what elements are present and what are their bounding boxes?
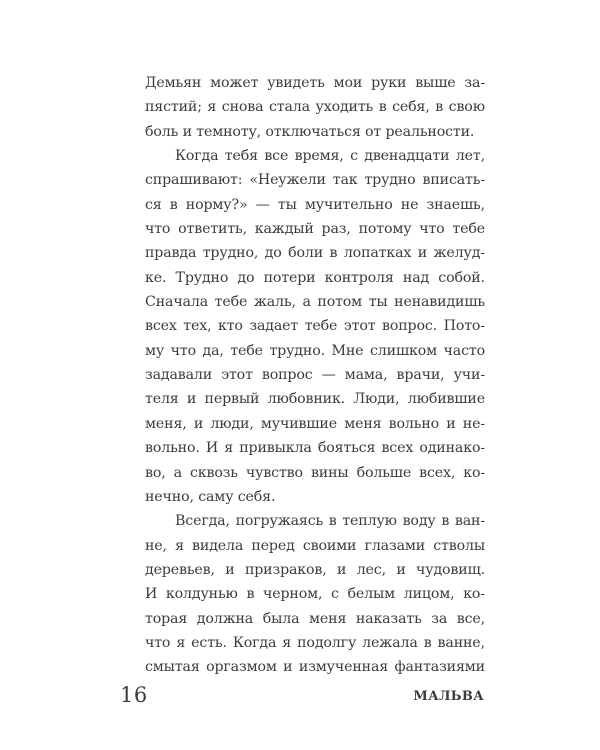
text-line: Когда тебя все время, с двенадцати лет,: [175, 148, 485, 165]
text-line: меня, и люди, мучившие меня вольно и не-: [145, 415, 485, 432]
text-line: ке. Трудно до потери контроля над собой.: [145, 269, 485, 286]
page-number: 16: [120, 683, 148, 707]
text-line: Всегда, погружаясь в теплую воду в ван-: [175, 513, 485, 530]
text-line: задавали этот вопрос — мама, врачи, учи-: [145, 367, 485, 384]
text-line: боль и темноту, отключаться от реальности.: [145, 123, 475, 140]
text-line: правда трудно, до боли в лопатках и желуд-: [145, 245, 485, 262]
text-line: ся в норму?» — ты мучительно не знаешь,: [145, 196, 485, 213]
text-line: не, я видела перед своими глазами стволы: [145, 537, 485, 554]
text-line: во, а сквозь чувство вины больше всех, ко-: [145, 464, 485, 481]
text-line: нечно, саму себя.: [145, 488, 276, 505]
text-line: му что да, тебе трудно. Мне слишком часто: [145, 342, 485, 359]
text-line: деревьев, и призраков, и лес, и чудовищ.: [145, 561, 485, 578]
text-line: смытая оргазмом и измученная фантазиями: [145, 659, 485, 676]
text-line: Сначала тебе жаль, а потом ты ненавидишь: [145, 294, 485, 311]
text-line: пястий; я снова стала уходить в себя, в свою: [145, 99, 485, 116]
text-line: И колдунью в черном, с белым лицом, ко-: [145, 586, 485, 603]
body-text: [145, 71, 485, 680]
text-line: что ответить, каждый раз, потому что тебе: [145, 221, 485, 238]
running-title: МАЛЬВА: [413, 689, 484, 704]
text-line: теля и первый любовник. Люди, любившие: [145, 391, 485, 408]
text-line: спрашивают: «Неужели так трудно вписать-: [145, 172, 485, 189]
text-line: торая должна была меня наказать за все,: [145, 610, 485, 627]
text-line: всех тех, кто задает тебе этот вопрос. Пото-: [145, 318, 485, 335]
text-line: Демьян может увидеть мои руки выше за-: [145, 75, 485, 91]
text-line: вольно. И я привыкла бояться всех одинако-: [145, 440, 485, 457]
text-line: что я есть. Когда я подолгу лежала в ванне,: [145, 634, 485, 651]
